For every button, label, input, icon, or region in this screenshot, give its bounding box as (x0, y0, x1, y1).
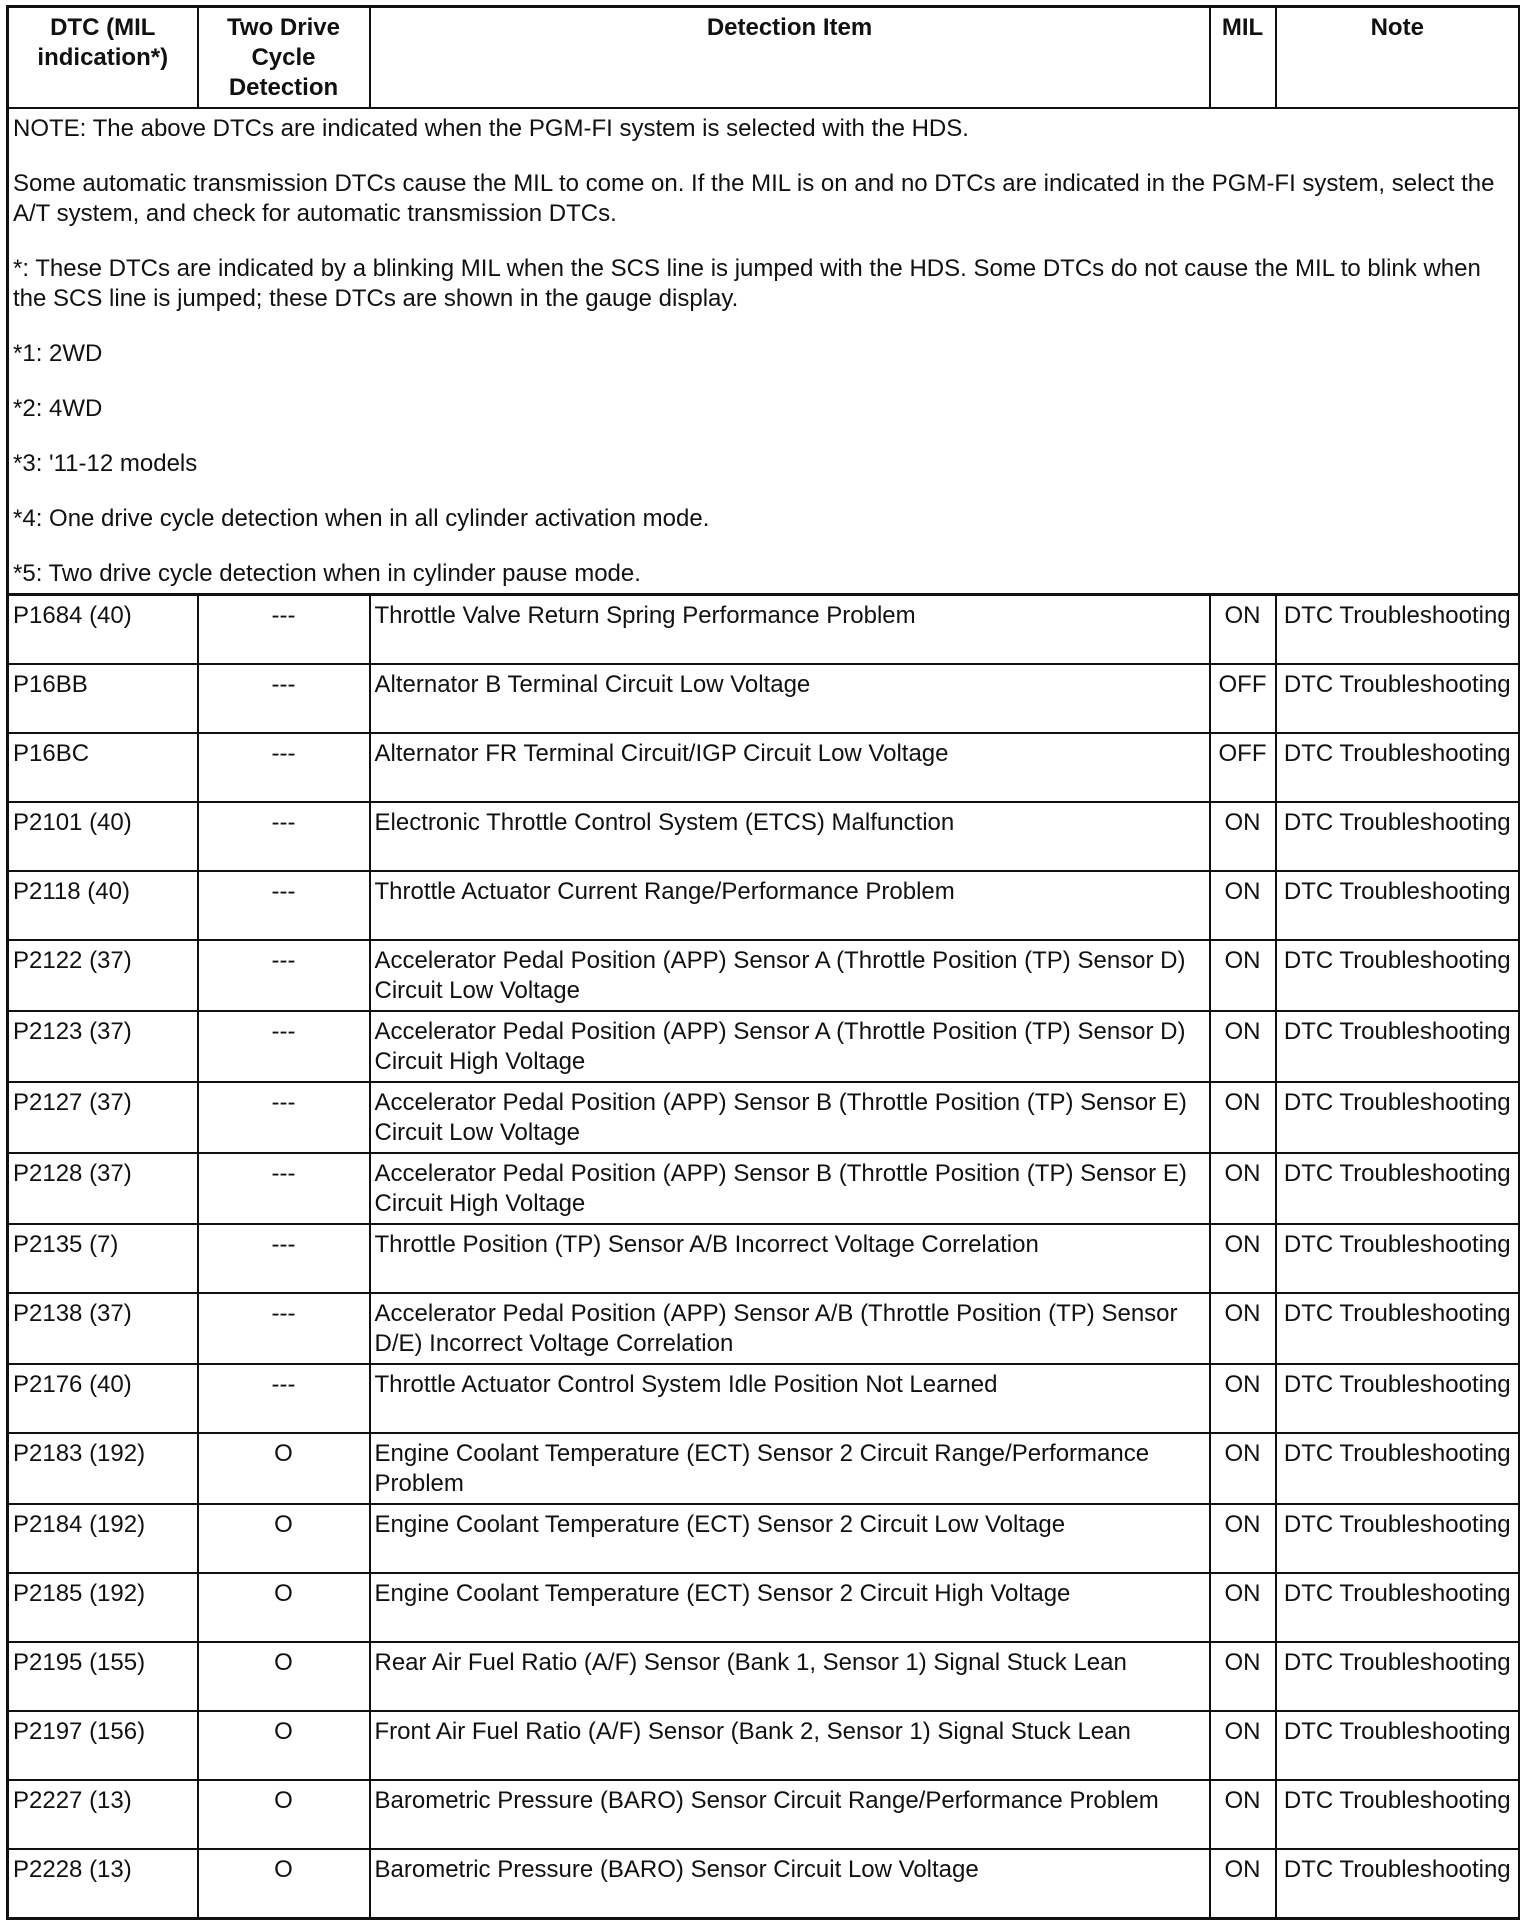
mil-status-cell: ON (1210, 1293, 1276, 1364)
table-row (8, 1293, 1520, 1364)
table-header-row (8, 7, 1520, 109)
dtc-document (6, 5, 1518, 1920)
mil-status-cell: ON (1210, 802, 1276, 871)
detection-item-cell: Alternator FR Terminal Circuit/IGP Circuit Low Voltage (370, 733, 1210, 802)
mil-status-cell: ON (1210, 1780, 1276, 1849)
two-drive-cycle-cell: --- (198, 1011, 370, 1082)
note-link-cell[interactable]: DTC Troubleshooting (1276, 733, 1520, 802)
two-drive-cycle-cell: --- (198, 664, 370, 733)
dtc-code-cell: P2195 (155) (8, 1642, 198, 1711)
dtc-code-cell: P16BB (8, 664, 198, 733)
detection-item-cell: Accelerator Pedal Position (APP) Sensor A/B (Throttle Position (TP) Sensor D/E) Incorrect Voltage Correlation (370, 1293, 1210, 1364)
note-line: NOTE: The above DTCs are indicated when the PGM-FI system is selected with the HDS. (13, 115, 969, 142)
two-drive-cycle-cell: O (198, 1642, 370, 1711)
mil-status-cell: ON (1210, 940, 1276, 1011)
dtc-code-cell: P2118 (40) (8, 871, 198, 940)
note-link-cell[interactable]: DTC Troubleshooting (1276, 871, 1520, 940)
note-link-cell[interactable]: DTC Troubleshooting (1276, 1780, 1520, 1849)
detection-item-cell: Throttle Position (TP) Sensor A/B Incorrect Voltage Correlation (370, 1224, 1210, 1293)
detection-item-cell: Engine Coolant Temperature (ECT) Sensor 2 Circuit Range/Performance Problem (370, 1433, 1210, 1504)
note-line: *3: '11-12 models (13, 450, 198, 477)
dtc-code-cell: P2101 (40) (8, 802, 198, 871)
table-row (8, 664, 1520, 733)
detection-item-cell: Alternator B Terminal Circuit Low Voltage (370, 664, 1210, 733)
detection-item-cell: Accelerator Pedal Position (APP) Sensor A (Throttle Position (TP) Sensor D) Circuit High Voltage (370, 1011, 1210, 1082)
detection-item-cell: Accelerator Pedal Position (APP) Sensor A (Throttle Position (TP) Sensor D) Circuit Low Voltage (370, 940, 1210, 1011)
mil-status-cell: ON (1210, 1573, 1276, 1642)
table-row (8, 1573, 1520, 1642)
mil-status-cell: ON (1210, 1082, 1276, 1153)
note-link-cell[interactable]: DTC Troubleshooting (1276, 595, 1520, 665)
header-detection-item: Detection Item (370, 7, 1210, 109)
detection-item-cell: Barometric Pressure (BARO) Sensor Circuit Range/Performance Problem (370, 1780, 1210, 1849)
table-row (8, 1011, 1520, 1082)
note-link-cell[interactable]: DTC Troubleshooting (1276, 1224, 1520, 1293)
note-line: Some automatic transmission DTCs cause the MIL to come on. If the MIL is on and no DTCs are indicated in the PGM-FI system, select the A/T system, and check for automatic transmission DTCs. (13, 170, 1495, 227)
table-row (8, 1224, 1520, 1293)
notes-list (13, 114, 1514, 589)
dtc-code-cell: P2184 (192) (8, 1504, 198, 1573)
header-two-drive-cycle: Two Drive Cycle Detection (198, 7, 370, 109)
dtc-code-cell: P1684 (40) (8, 595, 198, 665)
detection-item-cell: Accelerator Pedal Position (APP) Sensor B (Throttle Position (TP) Sensor E) Circuit High Voltage (370, 1153, 1210, 1224)
two-drive-cycle-cell: --- (198, 1082, 370, 1153)
detection-item-cell: Accelerator Pedal Position (APP) Sensor B (Throttle Position (TP) Sensor E) Circuit Low Voltage (370, 1082, 1210, 1153)
mil-status-cell: OFF (1210, 664, 1276, 733)
note-link-cell[interactable]: DTC Troubleshooting (1276, 1293, 1520, 1364)
detection-item-cell: Engine Coolant Temperature (ECT) Sensor 2 Circuit Low Voltage (370, 1504, 1210, 1573)
note-link-cell[interactable]: DTC Troubleshooting (1276, 1711, 1520, 1780)
dtc-table (6, 5, 1520, 1920)
dtc-code-cell: P2138 (37) (8, 1293, 198, 1364)
two-drive-cycle-cell: --- (198, 802, 370, 871)
note-link-cell[interactable]: DTC Troubleshooting (1276, 1082, 1520, 1153)
note-link-cell[interactable]: DTC Troubleshooting (1276, 1364, 1520, 1433)
note-link-cell[interactable]: DTC Troubleshooting (1276, 1011, 1520, 1082)
table-row (8, 1364, 1520, 1433)
detection-item-cell: Throttle Actuator Current Range/Performance Problem (370, 871, 1210, 940)
mil-status-cell: ON (1210, 1504, 1276, 1573)
mil-status-cell: ON (1210, 871, 1276, 940)
note-link-cell[interactable]: DTC Troubleshooting (1276, 1504, 1520, 1573)
table-row (8, 802, 1520, 871)
two-drive-cycle-cell: --- (198, 1293, 370, 1364)
note-line: *5: Two drive cycle detection when in cylinder pause mode. (13, 560, 641, 587)
two-drive-cycle-cell: O (198, 1780, 370, 1849)
note-link-cell[interactable]: DTC Troubleshooting (1276, 664, 1520, 733)
mil-status-cell: ON (1210, 1364, 1276, 1433)
note-line: *1: 2WD (13, 340, 103, 367)
two-drive-cycle-cell: --- (198, 1153, 370, 1224)
mil-status-cell: ON (1210, 1011, 1276, 1082)
mil-status-cell: ON (1210, 1642, 1276, 1711)
note-link-cell[interactable]: DTC Troubleshooting (1276, 1849, 1520, 1919)
dtc-code-cell: P2183 (192) (8, 1433, 198, 1504)
two-drive-cycle-cell: O (198, 1849, 370, 1919)
dtc-code-cell: P2135 (7) (8, 1224, 198, 1293)
notes-cell (8, 108, 1520, 595)
dtc-code-cell: P2128 (37) (8, 1153, 198, 1224)
two-drive-cycle-cell: O (198, 1433, 370, 1504)
table-row (8, 940, 1520, 1011)
two-drive-cycle-cell: O (198, 1711, 370, 1780)
table-row (8, 1642, 1520, 1711)
two-drive-cycle-cell: O (198, 1573, 370, 1642)
detection-item-cell: Barometric Pressure (BARO) Sensor Circuit Low Voltage (370, 1849, 1210, 1919)
dtc-code-cell: P2197 (156) (8, 1711, 198, 1780)
two-drive-cycle-cell: --- (198, 1224, 370, 1293)
note-link-cell[interactable]: DTC Troubleshooting (1276, 1433, 1520, 1504)
detection-item-cell: Electronic Throttle Control System (ETCS) Malfunction (370, 802, 1210, 871)
notes-row (8, 108, 1520, 595)
note-link-cell[interactable]: DTC Troubleshooting (1276, 802, 1520, 871)
dtc-code-cell: P16BC (8, 733, 198, 802)
note-line: *4: One drive cycle detection when in all cylinder activation mode. (13, 505, 710, 532)
note-line: *: These DTCs are indicated by a blinking MIL when the SCS line is jumped with the HDS. Some DTCs do not cause the MIL to blink when the SCS line is jumped; these DTCs are shown in the gauge display. (13, 255, 1481, 312)
two-drive-cycle-cell: O (198, 1504, 370, 1573)
table-row (8, 1433, 1520, 1504)
table-row (8, 871, 1520, 940)
dtc-rows (8, 595, 1520, 1919)
detection-item-cell: Throttle Valve Return Spring Performance Problem (370, 595, 1210, 665)
mil-status-cell: ON (1210, 1224, 1276, 1293)
table-row (8, 1504, 1520, 1573)
table-row (8, 595, 1520, 665)
detection-item-cell: Throttle Actuator Control System Idle Position Not Learned (370, 1364, 1210, 1433)
detection-item-cell: Rear Air Fuel Ratio (A/F) Sensor (Bank 1, Sensor 1) Signal Stuck Lean (370, 1642, 1210, 1711)
note-link-cell[interactable]: DTC Troubleshooting (1276, 1153, 1520, 1224)
dtc-code-cell: P2227 (13) (8, 1780, 198, 1849)
two-drive-cycle-cell: --- (198, 733, 370, 802)
detection-item-cell: Engine Coolant Temperature (ECT) Sensor 2 Circuit High Voltage (370, 1573, 1210, 1642)
two-drive-cycle-cell: --- (198, 871, 370, 940)
dtc-code-cell: P2228 (13) (8, 1849, 198, 1919)
dtc-code-cell: P2127 (37) (8, 1082, 198, 1153)
table-row (8, 1849, 1520, 1919)
dtc-code-cell: P2176 (40) (8, 1364, 198, 1433)
mil-status-cell: ON (1210, 1711, 1276, 1780)
note-link-cell[interactable]: DTC Troubleshooting (1276, 1573, 1520, 1642)
mil-status-cell: ON (1210, 1153, 1276, 1224)
two-drive-cycle-cell: --- (198, 595, 370, 665)
table-row (8, 1780, 1520, 1849)
two-drive-cycle-cell: --- (198, 1364, 370, 1433)
note-link-cell[interactable]: DTC Troubleshooting (1276, 1642, 1520, 1711)
note-link-cell[interactable]: DTC Troubleshooting (1276, 940, 1520, 1011)
mil-status-cell: ON (1210, 1849, 1276, 1919)
mil-status-cell: ON (1210, 1433, 1276, 1504)
dtc-code-cell: P2123 (37) (8, 1011, 198, 1082)
header-note: Note (1276, 7, 1520, 109)
two-drive-cycle-cell: --- (198, 940, 370, 1011)
table-row (8, 733, 1520, 802)
detection-item-cell: Front Air Fuel Ratio (A/F) Sensor (Bank 2, Sensor 1) Signal Stuck Lean (370, 1711, 1210, 1780)
dtc-code-cell: P2185 (192) (8, 1573, 198, 1642)
table-row (8, 1153, 1520, 1224)
header-mil: MIL (1210, 7, 1276, 109)
dtc-code-cell: P2122 (37) (8, 940, 198, 1011)
table-row (8, 1711, 1520, 1780)
mil-status-cell: ON (1210, 595, 1276, 665)
mil-status-cell: OFF (1210, 733, 1276, 802)
table-row (8, 1082, 1520, 1153)
header-dtc: DTC (MIL indication*) (8, 7, 198, 109)
note-line: *2: 4WD (13, 395, 103, 422)
